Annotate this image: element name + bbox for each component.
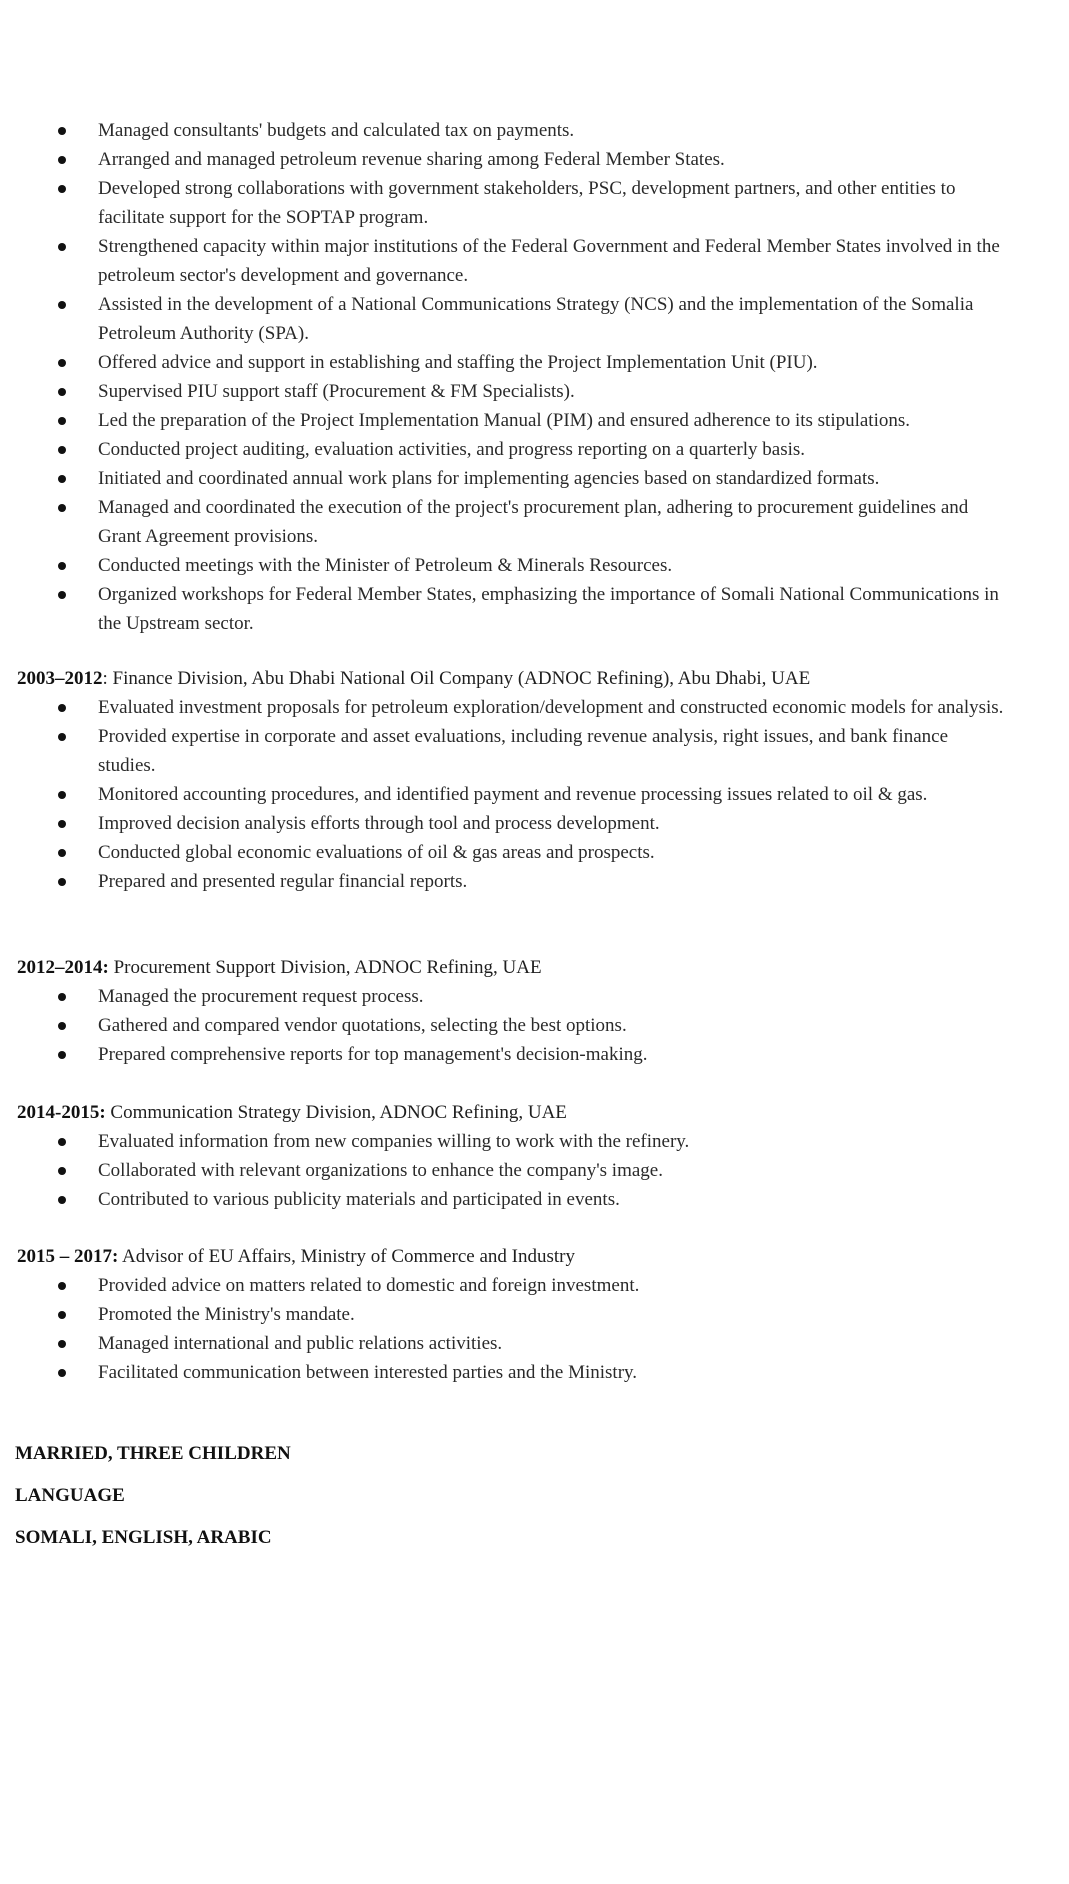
list-item: Offered advice and support in establishing and staffing the Project Implementation Unit (PIU). (0, 348, 1069, 377)
bullet-icon (58, 1167, 66, 1175)
list-item: Conducted meetings with the Minister of Petroleum & Minerals Resources. (0, 551, 1069, 580)
list-item: Conducted global economic evaluations of oil & gas areas and prospects. (0, 838, 1069, 867)
bullet-icon (58, 1311, 66, 1319)
bullet-icon (58, 185, 66, 193)
bullet-icon (58, 820, 66, 828)
list-item: Prepared and presented regular financial reports. (0, 867, 1069, 896)
list-item: Gathered and compared vendor quotations, selecting the best options. (0, 1011, 1069, 1040)
section-2-bullets (0, 982, 1069, 1069)
section-years: 2014-2015: (17, 1102, 106, 1123)
bullet-icon (58, 1051, 66, 1059)
section-title: : Finance Division, Abu Dhabi National Oil Company (ADNOC Refining), Abu Dhabi, UAE (102, 668, 811, 689)
bullet-icon (58, 993, 66, 1001)
section-years: 2012–2014: (17, 957, 109, 978)
bullet-icon (58, 878, 66, 886)
section-title: Communication Strategy Division, ADNOC Refining, UAE (105, 1102, 567, 1123)
bullet-icon (58, 475, 66, 483)
bullet-icon (58, 704, 66, 712)
list-item: Contributed to various publicity materials and participated in events. (0, 1185, 1069, 1214)
list-item: Evaluated investment proposals for petroleum exploration/development and constructed economic models for analysis. (0, 693, 1069, 722)
section-years: 2015 – 2017: (17, 1246, 119, 1267)
list-item: Monitored accounting procedures, and identified payment and revenue processing issues related to oil & gas. (0, 780, 1069, 809)
section-4-bullets (0, 1271, 1069, 1387)
section-3-heading (17, 1098, 567, 1127)
list-item: Initiated and coordinated annual work plans for implementing agencies based on standardized formats. (0, 464, 1069, 493)
list-item: Led the preparation of the Project Implementation Manual (PIM) and ensured adherence to its stipulations. (0, 406, 1069, 435)
bullet-icon (58, 849, 66, 857)
bullet-icon (58, 417, 66, 425)
list-item: Supervised PIU support staff (Procurement & FM Specialists). (0, 377, 1069, 406)
language-heading: LANGUAGE (15, 1485, 125, 1506)
bullet-icon (58, 1022, 66, 1030)
list-item: Organized workshops for Federal Member States, emphasizing the importance of Somali National Communications in the Upstream sector. (0, 580, 1069, 638)
bullet-icon (58, 1369, 66, 1377)
list-item: Provided expertise in corporate and asset evaluations, including revenue analysis, right issues, and bank finance studies. (0, 722, 1069, 780)
bullet-icon (58, 1196, 66, 1204)
list-item: Conducted project auditing, evaluation activities, and progress reporting on a quarterly basis. (0, 435, 1069, 464)
list-item: Facilitated communication between interested parties and the Ministry. (0, 1358, 1069, 1387)
section-4-heading (17, 1242, 575, 1271)
bullet-icon (58, 1340, 66, 1348)
section-years: 2003–2012 (17, 668, 103, 689)
list-item: Managed the procurement request process. (0, 982, 1069, 1011)
list-item: Prepared comprehensive reports for top management's decision-making. (0, 1040, 1069, 1069)
bullet-icon (58, 301, 66, 309)
bullet-icon (58, 446, 66, 454)
section-title: Procurement Support Division, ADNOC Refining, UAE (108, 957, 542, 978)
list-item: Assisted in the development of a National Communications Strategy (NCS) and the implementation of the Somalia Petroleum Authority (SPA). (0, 290, 1069, 348)
section-0-bullets (0, 116, 1069, 638)
list-item: Strengthened capacity within major institutions of the Federal Government and Federal Member States involved in the petroleum sector's development and governance. (0, 232, 1069, 290)
bullet-icon (58, 562, 66, 570)
list-item: Managed consultants' budgets and calculated tax on payments. (0, 116, 1069, 145)
list-item: Managed and coordinated the execution of the project's procurement plan, adhering to procurement guidelines and Grant Agreement provisions. (0, 493, 1069, 551)
list-item: Improved decision analysis efforts through tool and process development. (0, 809, 1069, 838)
bullet-icon (58, 127, 66, 135)
bullet-icon (58, 591, 66, 599)
list-item: Arranged and managed petroleum revenue sharing among Federal Member States. (0, 145, 1069, 174)
bullet-icon (58, 243, 66, 251)
bullet-icon (58, 388, 66, 396)
bullet-icon (58, 156, 66, 164)
section-1-bullets (0, 693, 1069, 896)
list-item: Managed international and public relations activities. (0, 1329, 1069, 1358)
section-2-heading (17, 953, 542, 982)
section-3-bullets (0, 1127, 1069, 1214)
bullet-icon (58, 1282, 66, 1290)
section-1-heading (17, 664, 810, 693)
bullet-icon (58, 1138, 66, 1146)
bullet-icon (58, 791, 66, 799)
list-item: Developed strong collaborations with government stakeholders, PSC, development partners, and other entities to facilitate support for the SOPTAP program. (0, 174, 1069, 232)
list-item: Collaborated with relevant organizations to enhance the company's image. (0, 1156, 1069, 1185)
list-item: Provided advice on matters related to domestic and foreign investment. (0, 1271, 1069, 1300)
section-title: Advisor of EU Affairs, Ministry of Commerce and Industry (118, 1246, 575, 1267)
bullet-icon (58, 359, 66, 367)
bullet-icon (58, 504, 66, 512)
bullet-icon (58, 733, 66, 741)
list-item: Promoted the Ministry's mandate. (0, 1300, 1069, 1329)
list-item: Evaluated information from new companies willing to work with the refinery. (0, 1127, 1069, 1156)
marital-status: MARRIED, THREE CHILDREN (15, 1443, 291, 1464)
languages-list: SOMALI, ENGLISH, ARABIC (15, 1527, 272, 1548)
